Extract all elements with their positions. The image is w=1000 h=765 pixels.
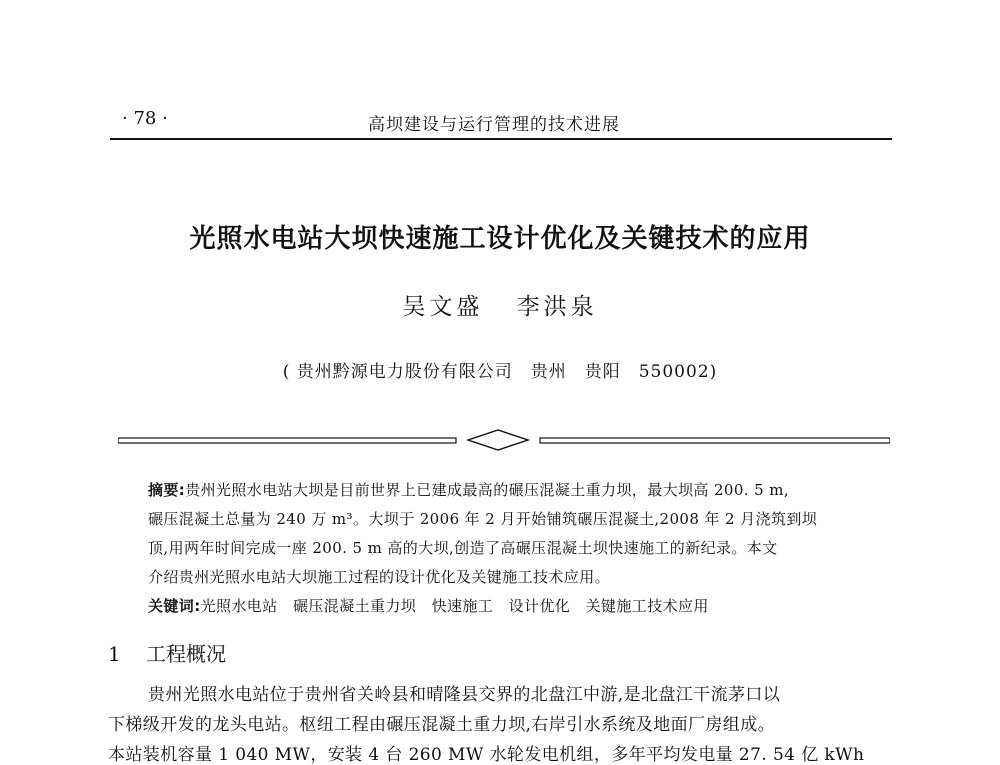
abstract-line: 介绍贵州光照水电站大坝施工过程的设计优化及关键施工技术应用。	[148, 568, 611, 586]
page-number: · 78 ·	[122, 108, 168, 129]
author-name: 李洪泉	[516, 294, 598, 320]
body-line: 本站装机容量 1 040 MW，安装 4 台 260 MW 水轮发电机组，多年平均发电量 27. 54 亿 kWh	[108, 745, 865, 765]
divider-bar-right	[540, 438, 890, 443]
affiliation: ( 贵州黔源电力股份有限公司 贵州 贵阳 550002)	[282, 362, 718, 382]
keywords-label: 关键词:	[148, 597, 201, 615]
abstract-label: 摘要:	[148, 481, 186, 499]
abstract-line: 碾压混凝土总量为 240 万 m³。大坝于 2006 年 2 月开始铺筑碾压混凝土,2008 年 2 月浇筑到坝	[148, 510, 818, 528]
section-title: 工程概况	[146, 642, 226, 666]
header-rule	[110, 138, 892, 140]
abstract-line: 顶,用两年时间完成一座 200. 5 m 高的大坝,创造了高碾压混凝土坝快速施工的新纪录。本文	[148, 539, 778, 557]
author-name: 吴文盛	[402, 294, 484, 320]
keywords-text: 光照水电站 碾压混凝土重力坝 快速施工 设计优化 关键施工技术应用	[200, 597, 709, 615]
ornamental-divider	[118, 425, 890, 455]
keywords-line	[148, 595, 709, 616]
section-number: 1	[108, 642, 121, 666]
body-line: 下梯级开发的龙头电站。枢纽工程由碾压混凝土重力坝,右岸引水系统及地面厂房组成。	[108, 715, 776, 735]
running-head: 高坝建设与运行管理的技术进展	[368, 115, 620, 135]
paper-title: 光照水电站大坝快速施工设计优化及关键技术的应用	[189, 224, 811, 254]
author-list	[0, 288, 1000, 321]
section-heading	[108, 638, 226, 667]
divider-diamond	[468, 430, 528, 450]
divider-bar-left	[118, 438, 456, 443]
abstract-text: 贵州光照水电站大坝是目前世界上已建成最高的碾压混凝土重力坝，最大坝高 200. 5 m,	[185, 481, 790, 499]
body-line: 贵州光照水电站位于贵州省关岭县和晴隆县交界的北盘江中游,是北盘江干流茅口以	[148, 685, 781, 705]
abstract-line	[148, 479, 789, 500]
